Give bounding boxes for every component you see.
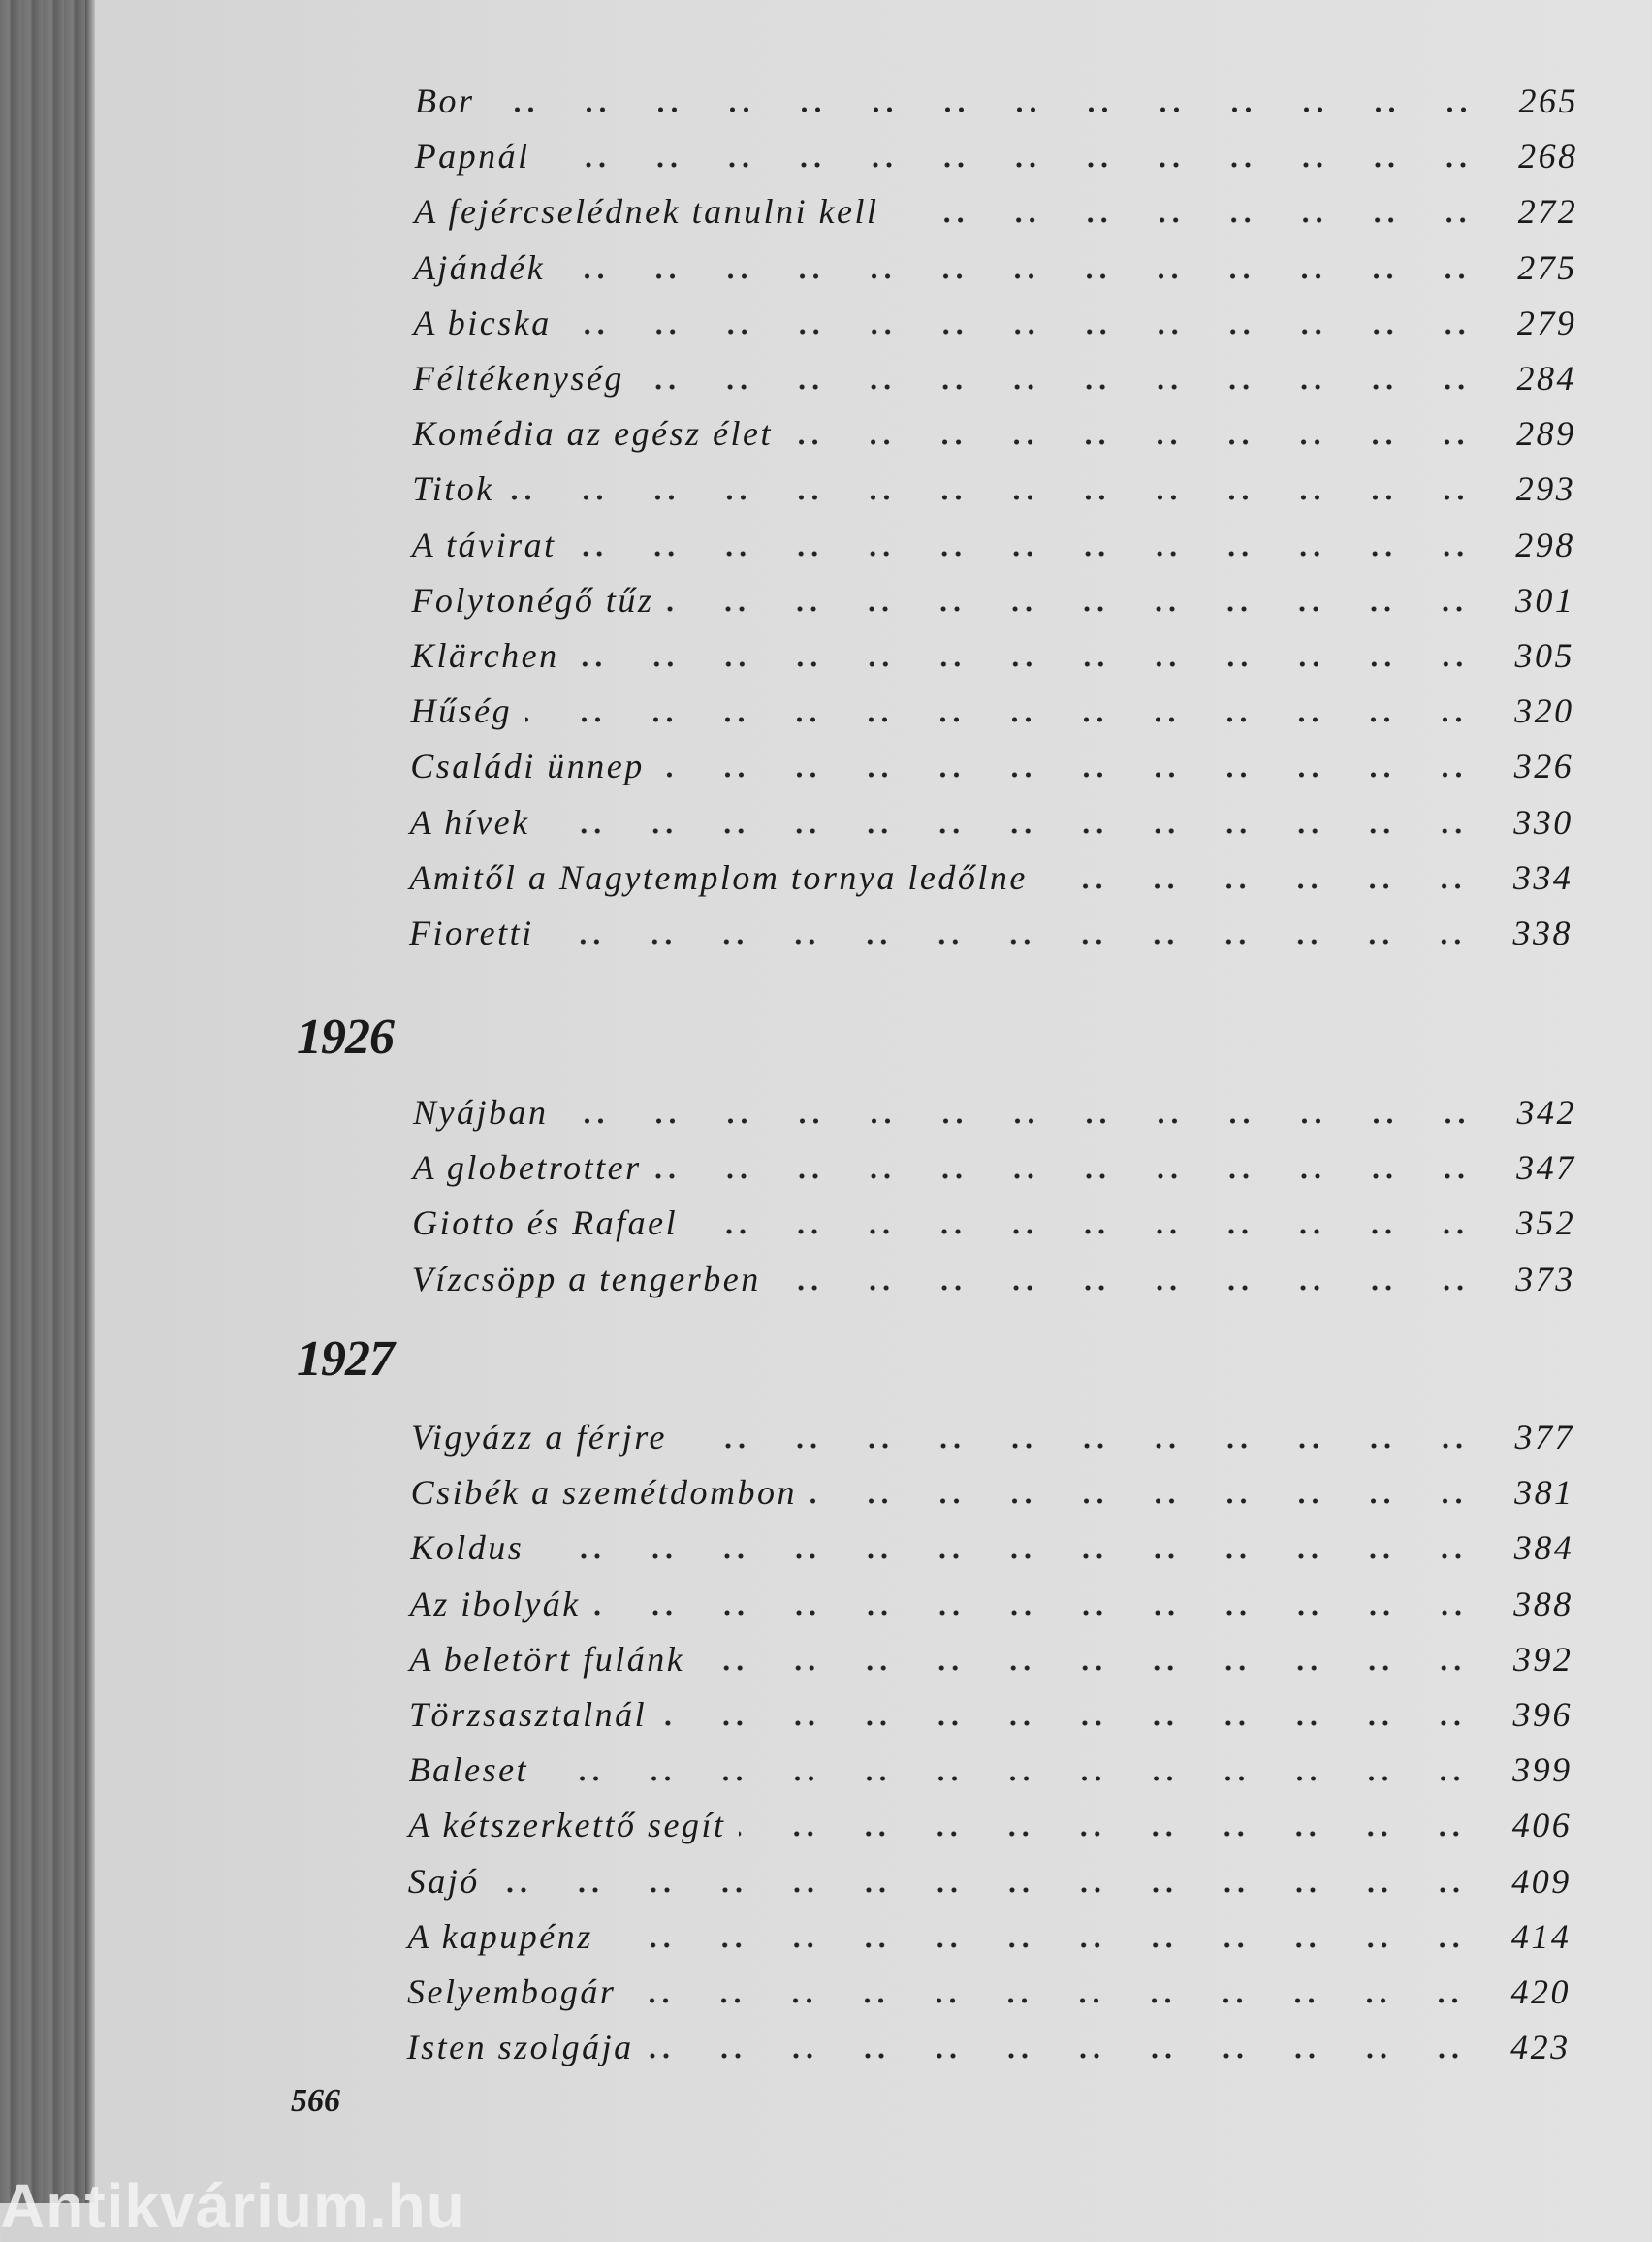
dot-leader (537, 1552, 1494, 1561)
toc-entry (407, 2016, 1571, 2065)
entry-title: Selyembogár (407, 1972, 617, 2011)
dot-leader (810, 1496, 1495, 1506)
entry-page: 305 (1514, 636, 1574, 675)
dot-leader (542, 1774, 1493, 1783)
book-spine (0, 0, 92, 2203)
entry-page: 268 (1518, 137, 1578, 176)
entry-page: 342 (1516, 1093, 1576, 1132)
toc-entry (407, 1906, 1571, 1954)
entry-title: Bor (415, 81, 475, 120)
entry-title: Papnál (414, 137, 530, 176)
entry-page: 384 (1513, 1528, 1574, 1568)
toc-entry (415, 70, 1578, 118)
entry-title: Féltékenység (413, 359, 624, 398)
dot-leader (739, 1829, 1492, 1839)
entry-title: Komédia az egész élet (412, 414, 774, 454)
entry-title: A beletört fulánk (409, 1639, 685, 1679)
dot-leader (607, 1940, 1492, 1950)
dot-leader (698, 1663, 1493, 1673)
toc-entry (410, 1461, 1574, 1513)
entry-page: 392 (1512, 1639, 1573, 1679)
entry-page: 377 (1514, 1418, 1574, 1457)
watermark: Antikvárium.hu (0, 2171, 465, 2241)
entry-title: Hűség (410, 691, 513, 731)
dot-leader (508, 493, 1496, 502)
entry-title: Koldus (410, 1528, 524, 1568)
dot-leader (489, 105, 1500, 114)
entry-title: A fejércselédnek tanulni kell (414, 192, 879, 232)
entry-title: Törzsasztalnál (409, 1695, 648, 1734)
entry-title: Fioretti (409, 913, 534, 952)
entry-title: A kapupénz (407, 1916, 593, 1956)
toc-entry (414, 237, 1577, 285)
entry-page: 388 (1513, 1584, 1573, 1623)
entry-page: 406 (1511, 1806, 1573, 1845)
entry-page: 293 (1515, 469, 1576, 509)
dot-leader (573, 659, 1495, 669)
toc-entry (411, 625, 1574, 673)
entry-title: Baleset (408, 1750, 529, 1790)
entry-page: 347 (1516, 1148, 1576, 1188)
dot-leader (648, 2051, 1491, 2061)
dot-leader (562, 1116, 1498, 1126)
toc-entry (413, 292, 1576, 340)
toc-entry (410, 735, 1573, 784)
toc-entry (411, 1406, 1574, 1455)
page-number: 566 (291, 2083, 340, 2119)
toc-entry (411, 569, 1574, 618)
entry-page: 399 (1512, 1750, 1573, 1790)
dot-leader (558, 272, 1498, 281)
dot-leader (786, 437, 1497, 447)
entry-title: Nyájban (413, 1093, 549, 1132)
toc-entry (414, 180, 1578, 232)
dot-leader (629, 1996, 1491, 2005)
entry-title: Isten szolgája (406, 2028, 634, 2067)
entry-page: 298 (1515, 525, 1575, 564)
toc-entry (409, 902, 1573, 950)
entry-title: Ajándék (413, 247, 546, 287)
toc-entry (413, 1081, 1576, 1130)
entry-page: 420 (1510, 1972, 1571, 2011)
entry-title: Sajó (407, 1861, 480, 1901)
entry-title: Klärchen (411, 636, 559, 675)
toc-entry (412, 514, 1575, 562)
dot-leader (565, 327, 1498, 336)
toc-entry (412, 402, 1576, 454)
entry-page: 284 (1516, 359, 1576, 398)
entry-page: 272 (1517, 192, 1578, 232)
dot-leader (893, 215, 1499, 225)
entry-page: 373 (1515, 1259, 1575, 1298)
entry-title: Családi ünnep (410, 747, 645, 786)
entry-page: 338 (1512, 913, 1573, 952)
dot-leader (660, 1718, 1493, 1728)
toc-entry (410, 791, 1573, 840)
dot-leader (681, 1441, 1495, 1451)
toc-entry (412, 1248, 1575, 1297)
toc-entry (407, 1961, 1571, 2009)
dot-leader (655, 1171, 1497, 1181)
entry-title: Giotto és Rafael (412, 1203, 679, 1243)
toc-entry (409, 1683, 1573, 1732)
dot-leader (548, 937, 1493, 946)
entry-page: 320 (1514, 691, 1574, 731)
entry-title: A bicska (413, 303, 552, 342)
year-heading: 1927 (297, 1331, 394, 1387)
entry-page: 289 (1516, 414, 1576, 454)
dot-leader (658, 770, 1494, 780)
entry-page: 334 (1512, 857, 1573, 897)
entry-page: 396 (1512, 1695, 1573, 1734)
entry-title: Vízcsöpp a tengerben (411, 1259, 761, 1298)
dot-leader (544, 826, 1494, 836)
dot-leader (638, 382, 1497, 392)
entry-title: A távirat (411, 525, 556, 564)
dot-leader (525, 715, 1495, 724)
toc-entry (410, 1517, 1574, 1568)
page-edge (85, 0, 95, 2203)
dot-leader (775, 1283, 1496, 1293)
entry-title: Amitől a Nagytemplom tornya ledőlne (409, 857, 1028, 897)
entry-title: A kétszerkettő segít (408, 1806, 726, 1845)
toc-entry (409, 1628, 1573, 1677)
dot-leader (667, 604, 1495, 614)
entry-page: 301 (1514, 580, 1575, 620)
dot-leader (544, 160, 1499, 170)
entry-page: 265 (1518, 81, 1578, 120)
year-heading: 1926 (297, 1009, 394, 1065)
toc-entry (410, 680, 1574, 731)
entry-title: Folytonégő tűz (411, 580, 654, 620)
dot-leader (1041, 881, 1494, 891)
entry-page: 279 (1516, 303, 1577, 342)
entry-page: 381 (1514, 1473, 1574, 1513)
entry-title: Csibék a szemétdombon (410, 1473, 798, 1513)
dot-leader (594, 1608, 1494, 1617)
entry-title: Vigyázz a férjre (411, 1418, 667, 1457)
entry-title: Az ibolyák (409, 1584, 581, 1623)
toc-entry (412, 1192, 1576, 1243)
entry-title: A globetrotter (412, 1148, 642, 1188)
dot-leader (570, 549, 1496, 559)
entry-page: 330 (1513, 802, 1573, 842)
entry-page: 423 (1510, 2028, 1571, 2067)
toc-entry (415, 125, 1578, 174)
dot-leader (493, 1885, 1492, 1895)
entry-page: 409 (1511, 1861, 1572, 1901)
toc-entry (412, 1137, 1576, 1188)
toc-entry (408, 1739, 1573, 1790)
toc-entry (410, 1573, 1573, 1621)
dot-leader (691, 1227, 1496, 1236)
entry-page: 275 (1517, 247, 1577, 287)
toc-entry (408, 1794, 1573, 1845)
toc-entry (409, 847, 1573, 895)
toc-entry (408, 1850, 1572, 1899)
entry-page: 326 (1513, 747, 1574, 786)
entry-title: Titok (412, 469, 494, 509)
entry-title: A hívek (409, 802, 530, 842)
toc-entry (412, 458, 1576, 509)
toc-entry (413, 347, 1576, 396)
entry-page: 352 (1515, 1203, 1576, 1243)
entry-page: 414 (1510, 1916, 1572, 1956)
